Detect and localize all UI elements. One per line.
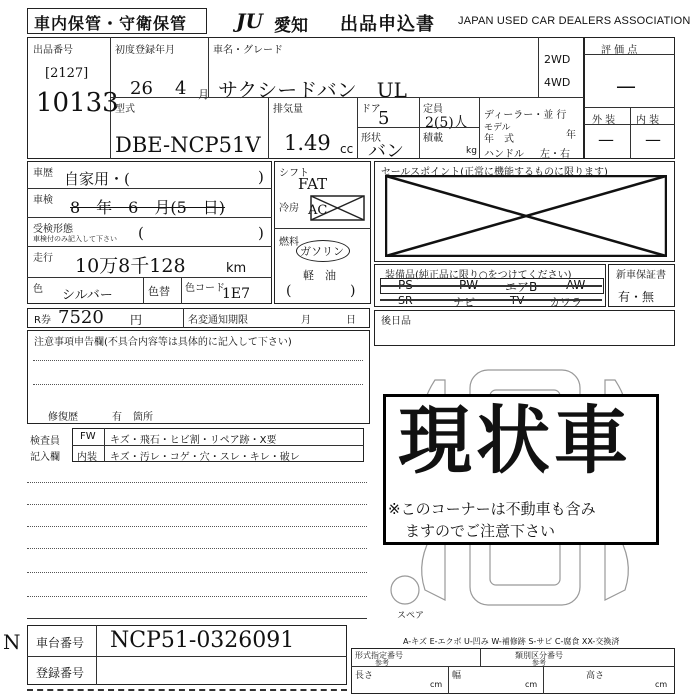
fuel-label: 燃料 [279,237,299,248]
equipment-pw: PW [459,278,479,292]
warranty-value: 有・無 [618,290,655,304]
grade-interior: — [645,130,661,149]
doors-value: 5 [378,108,390,129]
ac-label: 冷房 [279,203,299,214]
lot-sub-number: [2127] [45,66,89,81]
dealer-year-unit: 年 [566,130,576,141]
ac-value: AC [308,203,328,218]
sales-point-crossed-out [385,175,667,257]
equipment-tv: TV [510,294,525,307]
grade-exterior-label: 外 装 [592,115,616,126]
inspection-label: 車検 [33,195,53,206]
registration-label: 初度登録年月 [115,45,175,56]
vehicle-name-label: 車名・グレード [213,45,283,56]
ac-crossed-box [310,195,365,221]
color-code-value: 1E7 [222,286,251,302]
grade-score: — [616,74,636,98]
reception-close: ) [258,224,264,242]
displacement-value: 1.49 [284,131,331,155]
registration-month: 4 [175,78,187,99]
type-designation-label: 形式指定番号 [355,651,403,660]
storage-label: 車内保管・守衛保管 [34,14,188,33]
as-is-note-2: ますのでご注意下さい [405,522,556,540]
aftermarket-box [374,310,675,346]
category-ref: 参考 [532,659,546,667]
name-change-day: 日 [346,315,356,326]
inspector-label-1: 検査員 [30,436,60,447]
lot-number: 10133 [36,88,119,118]
length-label: 長さ [355,671,374,681]
mileage-value: 10万8千128 [75,255,186,277]
displacement-unit: cc [340,142,354,156]
org-name: 愛知 [274,16,308,36]
equipment-sr: SR [398,294,413,307]
name-change-month: 月 [301,315,311,326]
height-unit: cm [655,680,668,689]
registration-number-label: 登録番号 [36,666,85,680]
doors-label: ドア [361,104,381,115]
width-label: 幅 [452,671,462,681]
model-value: DBE-NCP51V [115,133,261,157]
shape-label: 形状 [361,133,381,144]
fuel-selected: ガソリン [300,245,344,258]
grade-label: 評 価 点 [601,45,638,56]
inspector-fw-text: キズ・飛石・ヒビ割・リペア跡・X要 [110,435,277,446]
vehicle-name: サクシードバン UL [218,78,407,102]
load-unit: kg [466,146,477,156]
chassis-value: NCP51-0326091 [110,628,295,653]
chassis-label: 車台番号 [36,636,85,650]
as-is-note-1: ※このコーナーは不動車も含み [388,500,596,518]
inspector-int-text: キズ・汚レ・コゲ・穴・スレ・キレ・破レ [110,452,300,463]
fuel-other: 軽 油 [303,269,336,282]
reception-note: 車検付のみ記入して下さい [33,235,117,243]
height-label: 高さ [586,671,605,681]
inspector-label-2: 記入欄 [30,452,60,463]
inspector-fw-label: FW [80,431,96,442]
lot-label: 出品番号 [33,45,73,56]
inspector-int-label: 内装 [77,452,97,463]
width-unit: cm [525,680,538,689]
color-label: 色 [33,284,43,295]
ju-logo: JU [236,9,263,33]
model-label: 型式 [115,104,135,115]
grade-interior-label: 内 装 [636,115,660,126]
dealer-handle-value: 左・右 [540,149,570,160]
recycle-value: 7520 [58,307,104,328]
equipment-other: カワラ [549,296,582,309]
association-name: JAPAN USED CAR DEALERS ASSOCIATION [458,15,691,27]
notes-label: 注意事項申告欄(不具合内容等は具体的に記入して下さい) [34,337,292,348]
margin-mark: N [3,630,21,654]
reception-open: ( [138,224,144,242]
damage-legend: A-キズ E-エクボ U-凹み W-補修跡 S-サビ C-腐食 XX-交換済 [403,637,620,646]
type-designation-ref: 参考 [375,659,389,667]
capacity-value: 2(5)人 [425,115,468,131]
equipment-aw: AW [566,278,586,292]
repair-value: 有 [112,412,122,423]
equipment-airbag: エアB [505,280,538,294]
aftermarket-label: 後日品 [381,316,411,327]
drive-4wd: 4WD [544,76,571,89]
sales-point-label: セールスポイント(正常に機能するものに限ります) [381,167,608,178]
category-label: 類別区分番号 [515,651,563,660]
dealer-year-label: 年 式 [484,134,514,145]
grade-exterior: — [598,130,614,149]
as-is-title: 現状車 [398,398,632,484]
shift-value: FAT [298,175,328,193]
registration-month-unit: 月 [198,88,209,101]
reception-label: 受検形態 [33,224,73,235]
form-title: 出品申込書 [340,14,435,35]
warranty-label: 新車保証書 [616,270,666,281]
registration-year: 26 [130,78,153,99]
dealer-model-label: モデル [484,123,511,133]
drive-2wd: 2WD [544,53,571,66]
repair-place: 箇所 [133,412,153,423]
displacement-label: 排気量 [273,104,303,115]
fuel-paren-close: ) [350,283,356,299]
history-close: ) [258,168,264,186]
mileage-label: 走行 [33,253,53,264]
color-value: シルバー [62,288,113,303]
name-change-label: 名変通知期限 [188,315,248,326]
color-code-label: 色コード [185,283,225,294]
equipment-ps: PS [398,278,413,292]
fuel-paren-open: ( [286,283,292,299]
color-replace-label: 色替 [148,285,170,298]
history-label: 車歴 [33,168,53,179]
inspection-value: 8 年 6 月(5 日) [70,198,226,217]
mileage-unit: km [226,261,247,276]
repair-label: 修復歴 [48,412,78,423]
equipment-label: 装備品(純正品に限り○をつけてください) [385,270,572,281]
recycle-unit: 円 [130,313,143,327]
dealer-handle-label: ハンドル [484,149,524,160]
shift-label: シフト [279,168,309,179]
history-value: 自家用・( [64,170,130,188]
load-label: 積載 [423,133,443,144]
capacity-label: 定員 [423,104,443,115]
spare-label: スペア [397,611,425,621]
shape-value: バン [368,141,404,162]
recycle-label: R券 [34,315,51,326]
length-unit: cm [430,680,443,689]
equipment-navi: ナビ [453,296,475,309]
dealer-row1: ディーラー・並 行 [484,110,567,121]
